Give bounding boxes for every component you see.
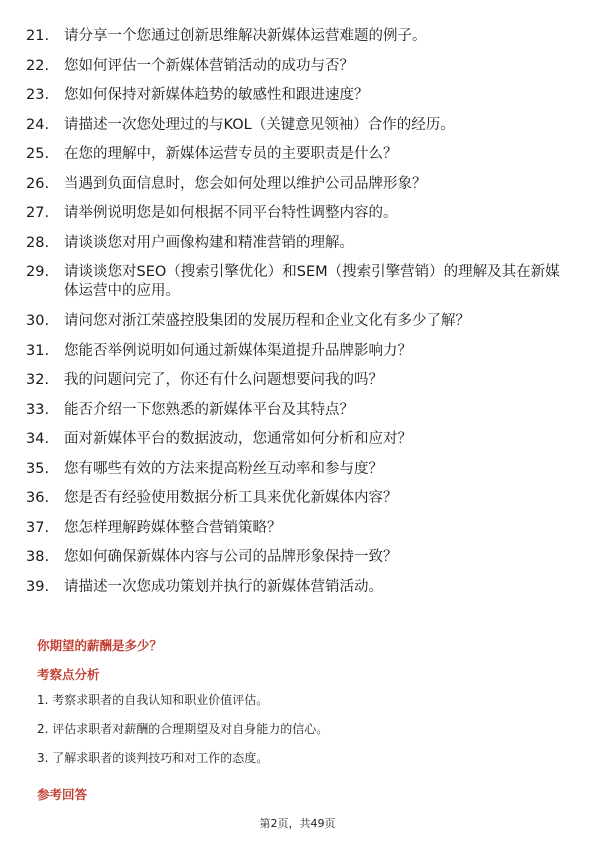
question-item (26, 234, 566, 253)
question-item (26, 204, 566, 223)
question-text: 请分享一个您通过创新思维解决新媒体运营难题的例子。 (64, 28, 427, 44)
question-number: 34. (26, 431, 50, 447)
question-text: 您如何评估一个新媒体营销活动的成功与否？ (64, 57, 354, 74)
question-item (26, 175, 566, 194)
reference-answer-heading: 参考回答 (37, 787, 88, 802)
question-item (26, 371, 566, 390)
question-item (26, 578, 566, 597)
question-item (26, 342, 566, 361)
question-number: 22. (26, 57, 50, 74)
question-text: 请描述一次您成功策划并执行的新媒体营销活动。 (64, 578, 383, 595)
question-text: 您怎样理解跨媒体整合营销策略？ (64, 519, 282, 536)
page-number: 第2页，共49页 (259, 817, 336, 830)
question-item (26, 116, 566, 135)
question-item (26, 263, 566, 301)
question-number: 33. (26, 401, 50, 418)
question-item (26, 86, 566, 105)
question-text: 您能否举例说明如何通过新媒体渠道提升品牌影响力？ (64, 342, 412, 359)
analysis-point: 2. 评估求职者对薪酬的合理期望及对自身能力的信心。 (37, 722, 329, 736)
question-item (26, 489, 566, 508)
analysis-list (37, 692, 557, 779)
question-text: 请描述一次您处理过的与KOL（关键意见领袖）合作的经历。 (64, 116, 455, 133)
question-number: 21. (26, 28, 50, 44)
question-text: 请问您对浙江荣盛控股集团的发展历程和企业文化有多少了解？ (64, 313, 470, 329)
question-item (26, 548, 566, 567)
question-number: 35. (26, 460, 50, 477)
question-text: 当遇到负面信息时，您会如何处理以维护公司品牌形象？ (64, 175, 427, 192)
question-number: 25. (26, 146, 50, 162)
question-number: 32. (26, 372, 50, 388)
question-item (26, 145, 566, 164)
analysis-heading: 考察点分析 (37, 667, 100, 682)
question-item (26, 312, 566, 331)
question-number: 37. (26, 519, 50, 536)
question-text: 请谈谈您对SEO（搜索引擎优化）和SEM（搜索引擎营销）的理解及其在新媒体运营中的应用。 (64, 264, 560, 299)
question-text: 面对新媒体平台的数据波动，您通常如何分析和应对？ (64, 431, 412, 447)
question-text: 在您的理解中，新媒体运营专员的主要职责是什么？ (64, 146, 398, 162)
question-item (26, 430, 566, 449)
question-text: 您是否有经验使用数据分析工具来优化新媒体内容？ (64, 490, 398, 506)
question-number: 36. (26, 490, 50, 506)
question-number: 38. (26, 549, 50, 565)
question-number: 30. (26, 313, 50, 329)
question-text: 能否介绍一下您熟悉的新媒体平台及其特点？ (64, 401, 354, 418)
question-text: 您如何保持对新媒体趋势的敏感性和跟进速度？ (64, 87, 369, 103)
question-number: 26. (26, 175, 50, 192)
analysis-point: 3. 了解求职者的谈判技巧和对工作的态度。 (37, 751, 269, 765)
question-item (26, 27, 566, 46)
question-item (26, 401, 566, 420)
question-number: 28. (26, 234, 50, 251)
question-number: 27. (26, 205, 50, 221)
analysis-point: 1. 考察求职者的自我认知和职业价值评估。 (37, 693, 269, 707)
question-number: 31. (26, 342, 50, 359)
question-number: 39. (26, 578, 50, 595)
question-list (26, 27, 566, 607)
question-text: 您如何确保新媒体内容与公司的品牌形象保持一致？ (64, 549, 398, 565)
question-item (26, 57, 566, 76)
question-number: 29. (26, 264, 50, 280)
question-text: 请谈谈您对用户画像构建和精准营销的理解。 (64, 234, 354, 251)
question-item (26, 519, 566, 538)
salary-question-heading: 你期望的薪酬是多少？ (37, 638, 163, 653)
question-text: 我的问题问完了，你还有什么问题想要问我的吗？ (64, 372, 383, 388)
question-text: 您有哪些有效的方法来提高粉丝互动率和参与度？ (64, 460, 383, 477)
question-number: 23. (26, 87, 50, 103)
question-text: 请举例说明您是如何根据不同平台特性调整内容的。 (64, 205, 398, 221)
question-number: 24. (26, 116, 50, 133)
question-item (26, 460, 566, 479)
